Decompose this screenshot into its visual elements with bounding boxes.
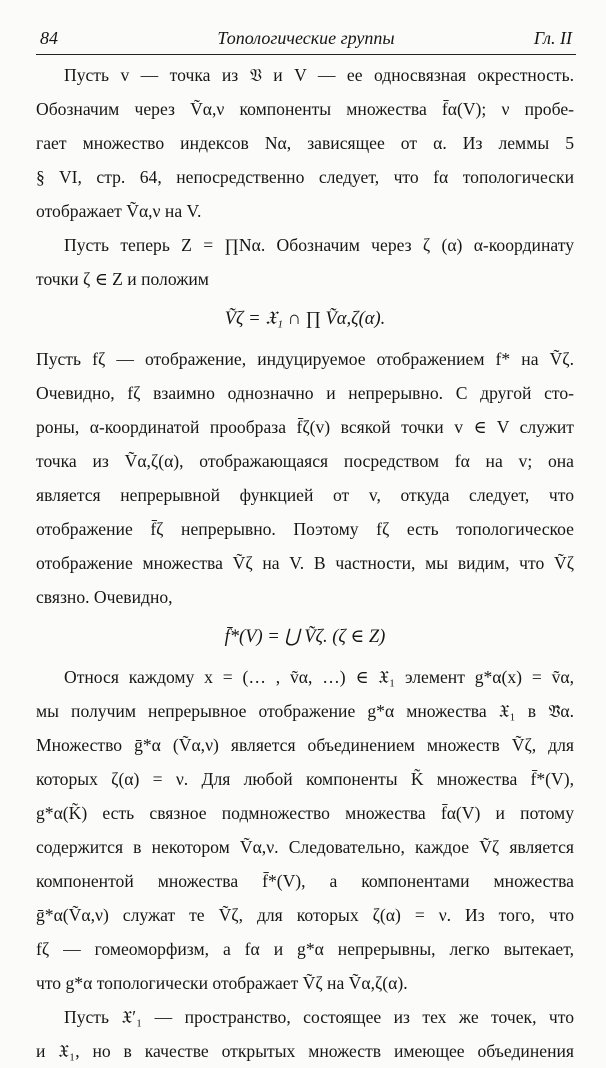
text-line: роны, α-координатой прообраза f̄ζ(v) всякой точки v ∈ V служит <box>36 417 574 437</box>
text-line: g*α(K̃) есть связное подмножество множества f̄α(V) и потому <box>36 803 574 823</box>
text-line: точка из Ṽα,ζ(α), отображающаяся посредством fα на v; она <box>36 451 574 471</box>
text-line: компонентой множества f̄*(V), а компонентами множества <box>36 871 574 891</box>
running-header <box>36 26 576 55</box>
text-line: содержится в некотором Ṽα,ν. Следовательно, каждое Ṽζ является <box>36 837 574 857</box>
text-line: Пусть 𝔛′₁ — пространство, состоящее из тех же точек, что <box>64 1007 574 1027</box>
text-line: § VI, стр. 64, непосредственно следует, что fα топологически <box>36 167 574 187</box>
page-body <box>36 58 574 1068</box>
text-line: является непрерывной функцией от v, откуда следует, что <box>36 485 574 505</box>
text-line: и 𝔛₁, но в качестве открытых множеств имеющее объединения <box>36 1041 574 1061</box>
text-line: отображение f̄ζ непрерывно. Поэтому fζ есть топологическое <box>36 519 574 539</box>
running-title: Топологические группы <box>217 28 395 48</box>
chapter-label: Гл. II <box>533 28 572 48</box>
display-formula: Ṽζ = 𝔛₁ ∩ ∏ Ṽα,ζ(α). <box>224 309 386 329</box>
text-line: Относя каждому x = (… , ṽα, …) ∈ 𝔛₁ элемент g*α(x) = ṽα, <box>64 667 574 687</box>
text-line: Очевидно, fζ взаимно однозначно и непрерывно. С другой сто- <box>36 383 574 403</box>
text-line: связно. Очевидно, <box>36 587 173 607</box>
text-line: гает множество индексов Nα, зависящее от α. Из леммы 5 <box>36 133 574 153</box>
text-line: fζ — гомеоморфизм, а fα и g*α непрерывны, легко вытекает, <box>36 939 574 959</box>
display-formula: f̄*(V) = ⋃ Ṽζ. (ζ ∈ Z) <box>224 627 386 647</box>
text-line: Обозначим через Ṽα,ν компоненты множества f̄α(V); ν пробе- <box>36 99 574 119</box>
text-line: мы получим непрерывное отображение g*α множества 𝔛₁ в 𝔙̃α. <box>36 701 574 721</box>
text-line: Пусть теперь Z = ∏Nα. Обозначим через ζ (α) α-координату <box>64 235 574 255</box>
text-line: отображает Ṽα,ν на V. <box>36 201 202 221</box>
text-line: которых ζ(α) = ν. Для любой компоненты K̃ множества f̄*(V), <box>36 769 574 789</box>
page-number: 84 <box>40 28 58 48</box>
text-line: что g*α топологически отображает Ṽζ на Ṽα,ζ(α). <box>36 973 408 993</box>
text-line: отображение множества Ṽζ на V. В частности, мы видим, что Ṽζ <box>36 553 574 573</box>
text-line: Пусть fζ — отображение, индуцируемое отображением f* на Ṽζ. <box>36 349 574 369</box>
text-line: Пусть v — точка из 𝔙 и V — ее односвязная окрестность. <box>64 65 574 85</box>
text-line: точки ζ ∈ Z и положим <box>36 269 209 289</box>
text-line: ḡ*α(Ṽα,ν) служат те Ṽζ, для которых ζ(α) = ν. Из того, что <box>36 905 574 925</box>
text-line: Множество ḡ*α (Ṽα,ν) является объединением множеств Ṽζ, для <box>36 735 574 755</box>
